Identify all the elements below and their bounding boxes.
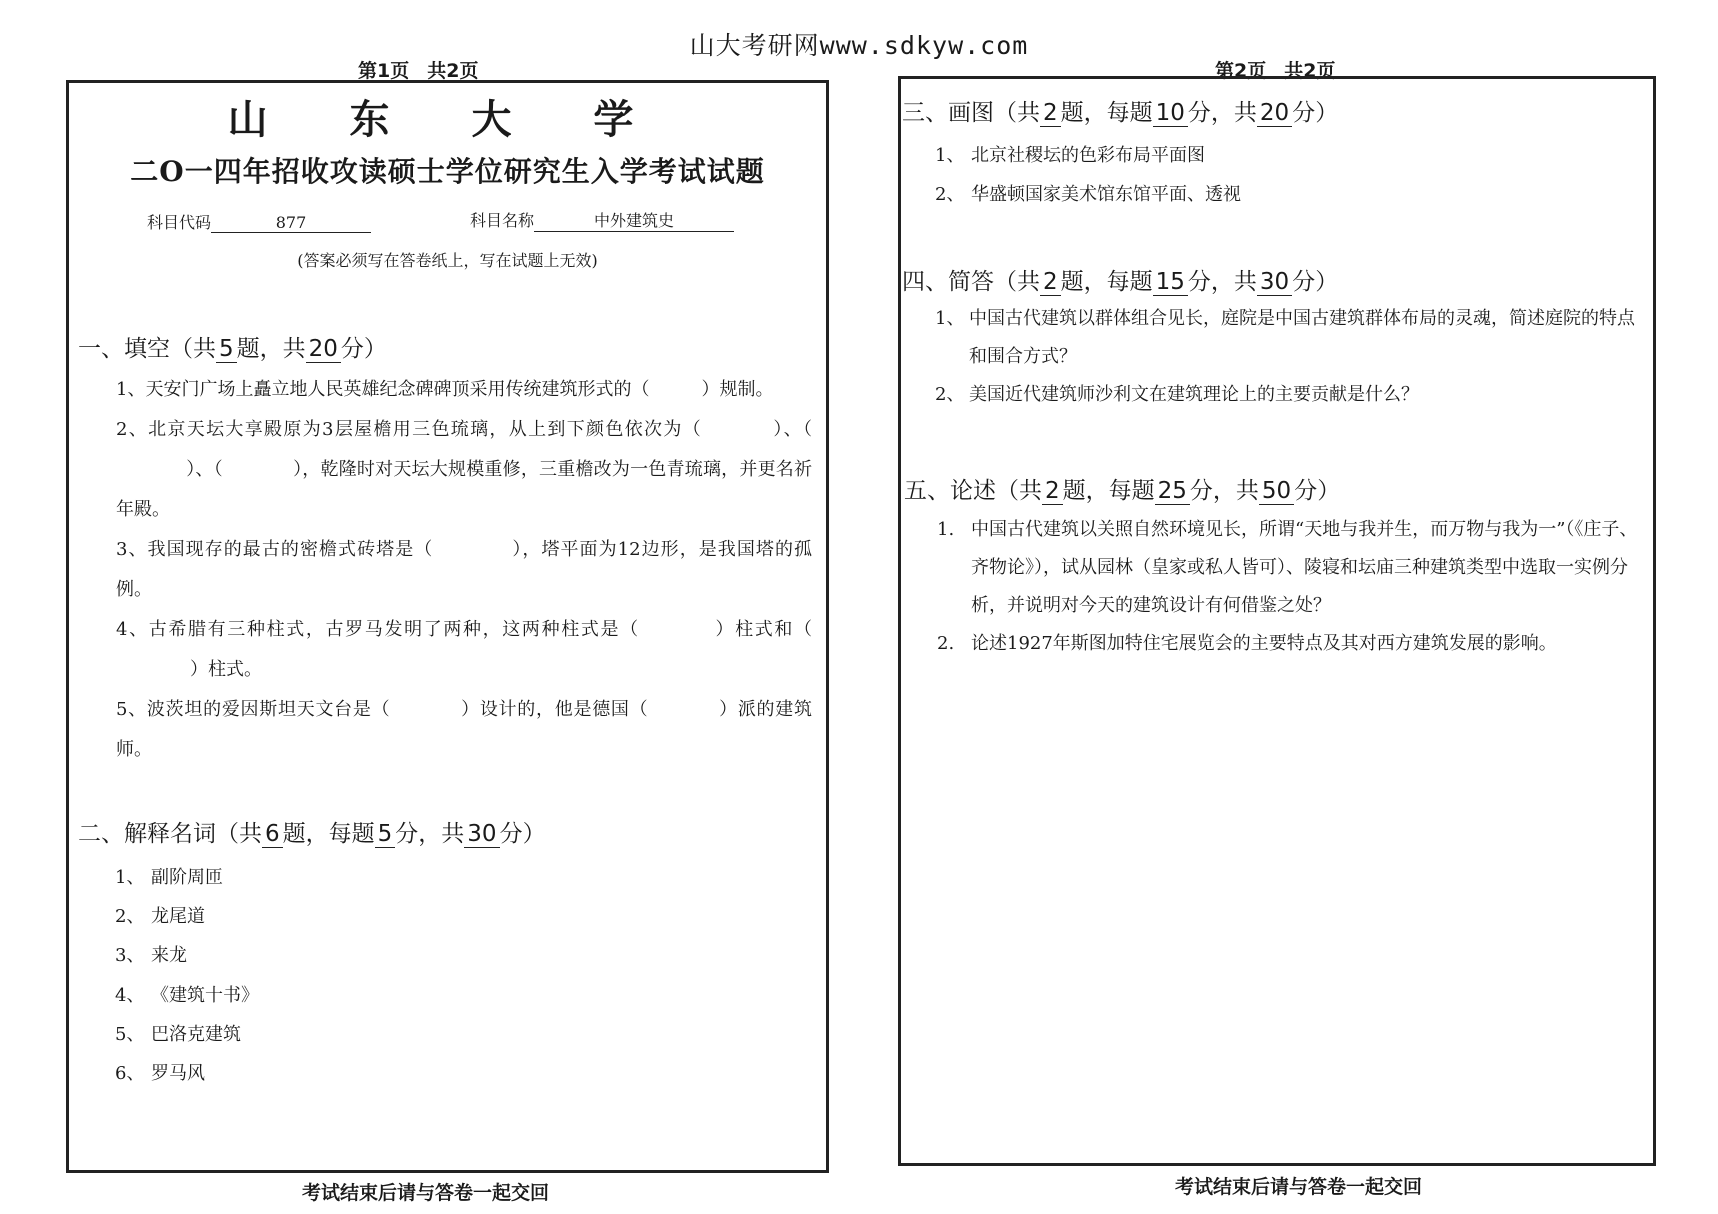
section-3-total: 20 — [1257, 100, 1292, 127]
subject-code-label: 科目代码 — [147, 213, 212, 232]
section-2-prefix: 二、解释名词（共 — [78, 821, 262, 847]
section-4-mid2: 分，共 — [1187, 269, 1257, 295]
q4-part-a: 4、古希腊有三种柱式，古罗马发明了两种，这两种柱式是（ — [116, 619, 640, 640]
term-4 — [115, 981, 259, 1007]
section-3-mid1: 题，每题 — [1060, 100, 1153, 126]
essay-num: 1. — [937, 519, 955, 540]
drawing-2 — [935, 180, 1241, 206]
q4-part-c: ）柱式。 — [190, 659, 262, 680]
section-5-mid2: 分，共 — [1189, 478, 1259, 504]
q3-part-a: 3、我国现存的最古的密檐式砖塔是（ — [116, 539, 434, 560]
section-2-mid2: 分，共 — [395, 821, 465, 847]
fill-question-4 — [80, 610, 812, 690]
section-5-mid1: 题，每题 — [1062, 478, 1155, 504]
section-1-prefix: 一、填空（共 — [78, 336, 216, 362]
essay-num: 2. — [937, 633, 955, 654]
exam-title: 二O一四年招收攻读硕士学位研究生入学考试试题 — [130, 155, 765, 188]
subject-name-label: 科目名称 — [470, 211, 535, 230]
section-5-heading — [904, 472, 1340, 505]
term-num: 4、 — [115, 985, 145, 1006]
section-1-heading — [78, 330, 387, 363]
q5-part-a: 5、波茨坦的爱因斯坦天文台是（ — [116, 699, 391, 720]
section-4-prefix: 四、简答（共 — [902, 269, 1040, 295]
subject-name-value: 中外建筑史 — [534, 208, 734, 232]
term-num: 1、 — [115, 867, 145, 888]
term-text: 龙尾道 — [151, 906, 205, 927]
section-3-count: 2 — [1040, 100, 1061, 127]
term-num: 2、 — [115, 906, 145, 927]
section-3-mid2: 分，共 — [1187, 100, 1257, 126]
essay-1 — [937, 511, 1642, 625]
term-1 — [115, 863, 223, 889]
term-num: 5、 — [115, 1024, 145, 1045]
section-3-heading — [902, 94, 1338, 127]
page2-total: 共2页 — [1284, 60, 1336, 82]
section-3-prefix: 三、画图（共 — [902, 100, 1040, 126]
section-5-suffix: 分） — [1294, 478, 1341, 504]
university-name: 山 东 大 学 — [227, 96, 668, 143]
short-answer-num: 1、 — [935, 308, 965, 329]
term-text: 巴洛克建筑 — [151, 1024, 241, 1045]
section-4-each: 15 — [1153, 269, 1188, 296]
term-text: 《建筑十书》 — [151, 985, 259, 1006]
section-2-each: 5 — [375, 821, 396, 848]
q5-part-c: ）派的建筑师。 — [116, 699, 813, 760]
section-2-total: 30 — [464, 821, 499, 848]
short-answer-1 — [935, 300, 1640, 376]
subject-name-row — [470, 208, 734, 232]
section-1-total: 20 — [306, 336, 341, 363]
q3-part-b: ），塔平面为12边形，是我国塔的孤例。 — [116, 539, 812, 600]
q1-part-b: ）规制。 — [701, 379, 774, 400]
page1-number — [358, 56, 478, 83]
drawing-num: 2、 — [935, 184, 965, 205]
fill-question-3 — [80, 530, 812, 610]
section-4-mid1: 题，每题 — [1060, 269, 1153, 295]
site-watermark: 山大考研网www.sdkyw.com — [689, 31, 1029, 60]
drawing-text: 华盛顿国家美术馆东馆平面、透视 — [971, 184, 1241, 205]
page1-footer: 考试结束后请与答卷一起交回 — [302, 1182, 550, 1204]
page2-current: 第2页 — [1215, 60, 1267, 82]
fill-questions — [80, 370, 812, 770]
essay-2 — [937, 625, 1642, 663]
section-5-total: 50 — [1259, 478, 1294, 505]
section-5-count: 2 — [1042, 478, 1063, 505]
section-1-count: 5 — [216, 336, 237, 363]
term-6 — [115, 1059, 205, 1085]
q5-part-b: ）设计的，他是德国（ — [460, 699, 649, 720]
term-3 — [115, 941, 187, 967]
section-4-suffix: 分） — [1292, 269, 1339, 295]
term-text: 罗马风 — [151, 1063, 205, 1084]
short-answer-num: 2、 — [935, 384, 965, 405]
section-5-prefix: 五、论述（共 — [904, 478, 1042, 504]
section-2-heading — [78, 815, 546, 848]
short-answer-text: 中国古代建筑以群体组合见长，庭院是中国古建筑群体布局的灵魂，简述庭院的特点和围合方式？ — [969, 308, 1635, 367]
section-5-each: 25 — [1155, 478, 1190, 505]
term-5 — [115, 1020, 241, 1046]
page2-footer: 考试结束后请与答卷一起交回 — [1175, 1176, 1423, 1198]
section-4-count: 2 — [1040, 269, 1061, 296]
fill-question-2 — [80, 410, 812, 530]
drawing-text: 北京社稷坛的色彩布局平面图 — [971, 145, 1205, 166]
section-2-mid1: 题，每题 — [282, 821, 375, 847]
essay-text: 论述1927年斯图加特住宅展览会的主要特点及其对西方建筑发展的影响。 — [971, 633, 1557, 654]
page1-current: 第1页 — [358, 60, 410, 82]
section-3-suffix: 分） — [1292, 100, 1339, 126]
term-2 — [115, 902, 205, 928]
fill-question-1 — [80, 370, 812, 410]
term-num: 3、 — [115, 945, 145, 966]
short-answer-text: 美国近代建筑师沙利文在建筑理论上的主要贡献是什么？ — [969, 384, 1419, 405]
section-2-count: 6 — [262, 821, 283, 848]
section-4-total: 30 — [1257, 269, 1292, 296]
q2-part-b: ）、（ — [772, 419, 813, 440]
q1-part-a: 1、天安门广场上矗立地人民英雄纪念碑碑顶采用传统建筑形式的（ — [116, 379, 650, 400]
term-text: 来龙 — [151, 945, 187, 966]
answer-note: (答案必须写在答卷纸上，写在试题上无效) — [297, 251, 598, 270]
fill-question-5 — [80, 690, 812, 770]
short-answer-2 — [935, 376, 1640, 414]
subject-code-row — [147, 210, 371, 233]
essays — [937, 511, 1642, 663]
section-1-suffix: 分） — [340, 336, 387, 362]
q2-part-c: ）、（ — [186, 459, 223, 480]
q4-part-b: ）柱式和（ — [713, 619, 813, 640]
section-1-mid: 题，共 — [236, 336, 306, 362]
section-3-each: 10 — [1153, 100, 1188, 127]
page1-total: 共2页 — [427, 60, 479, 82]
q2-part-a: 2、北京天坛大享殿原为3层屋檐用三色琉璃，从上到下颜色依次为（ — [116, 419, 703, 440]
term-text: 副阶周匝 — [151, 867, 223, 888]
short-answers — [935, 300, 1640, 414]
drawing-1 — [935, 141, 1205, 167]
q2-part-d: ），乾隆时对天坛大规模重修，三重檐改为一色青琉璃，并更名祈年殿。 — [116, 459, 813, 520]
drawing-num: 1、 — [935, 145, 965, 166]
section-4-heading — [902, 263, 1338, 296]
section-2-suffix: 分） — [499, 821, 546, 847]
subject-code-value: 877 — [211, 213, 371, 233]
term-num: 6、 — [115, 1063, 145, 1084]
essay-text: 中国古代建筑以关照自然环境见长，所谓“天地与我并生，而万物与我为一”（《庄子、齐物论》），试从园林（皇家或私人皆可）、陵寝和坛庙三种建筑类型中选取一实例分析，并说明对今天的建筑设计有何借鉴之处？ — [971, 519, 1638, 616]
